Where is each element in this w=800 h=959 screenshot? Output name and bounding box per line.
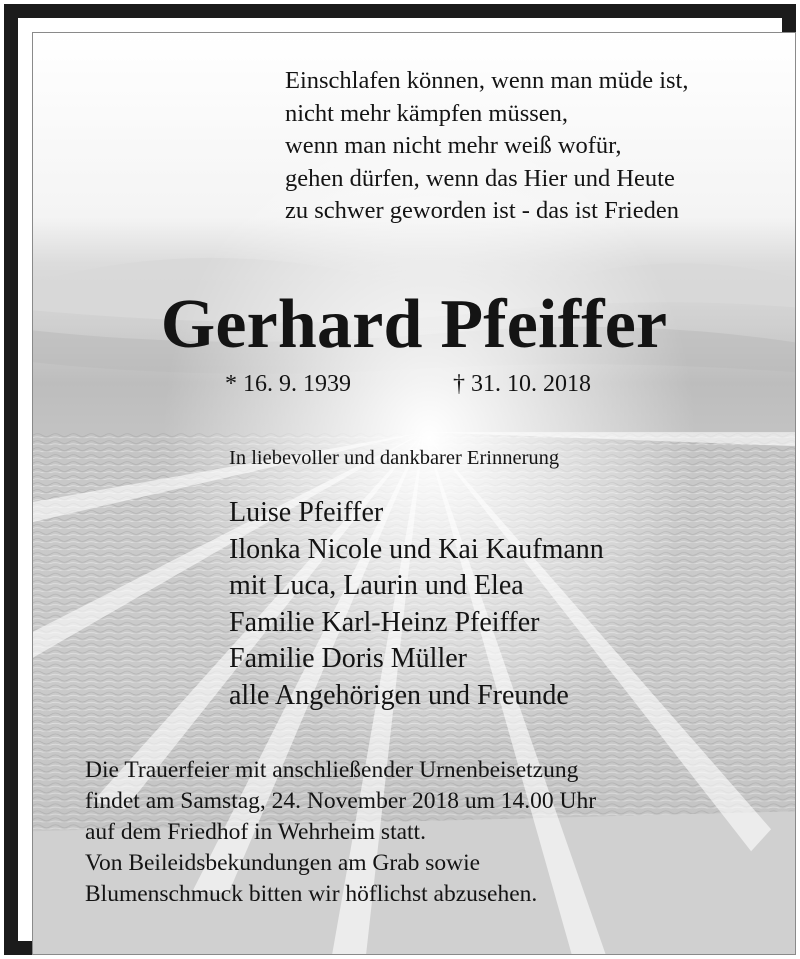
mourner: Luise Pfeiffer	[229, 497, 384, 528]
mourner: Ilonka Nicole und Kai Kaufmann	[229, 533, 604, 565]
mourner: Familie Karl-Heinz Pfeiffer	[229, 606, 540, 638]
birth-date: * 16. 9. 1939	[225, 371, 351, 397]
mourner: mit Luca, Laurin und Elea	[229, 570, 524, 601]
funeral-notice	[85, 755, 596, 910]
obituary-panel	[32, 32, 796, 955]
poem	[285, 65, 688, 228]
poem-line: nicht mehr kämpfen müssen,	[285, 99, 569, 127]
poem-line: Einschlafen können, wenn man müde ist,	[285, 67, 689, 94]
poem-line: zu schwer geworden ist - das ist Frieden	[285, 197, 679, 224]
poem-line: gehen dürfen, wenn das Hier und Heute	[285, 164, 675, 192]
mourner: Familie Doris Müller	[229, 643, 467, 674]
obituary-frame	[4, 4, 796, 955]
mourner: alle Angehörigen und Freunde	[229, 679, 569, 711]
notice-line: Von Beileidsbekundungen am Grab sowie	[85, 850, 481, 876]
notice-line: Blumenschmuck bitten wir höflichst abzusehen.	[85, 881, 538, 907]
death-date: † 31. 10. 2018	[453, 371, 591, 397]
poem-line: wenn man nicht mehr weiß wofür,	[285, 132, 622, 159]
notice-line: findet am Samstag, 24. November 2018 um 14.00 Uhr	[85, 788, 597, 814]
notice-line: auf dem Friedhof in Wehrheim statt.	[85, 819, 426, 845]
memory-line: In liebevoller und dankbarer Erinnerung	[229, 447, 560, 469]
mourners-list	[229, 495, 604, 714]
notice-line: Die Trauerfeier mit anschließender Urnenbeisetzung	[85, 757, 579, 783]
deceased-name: Gerhard Pfeiffer	[160, 286, 668, 363]
